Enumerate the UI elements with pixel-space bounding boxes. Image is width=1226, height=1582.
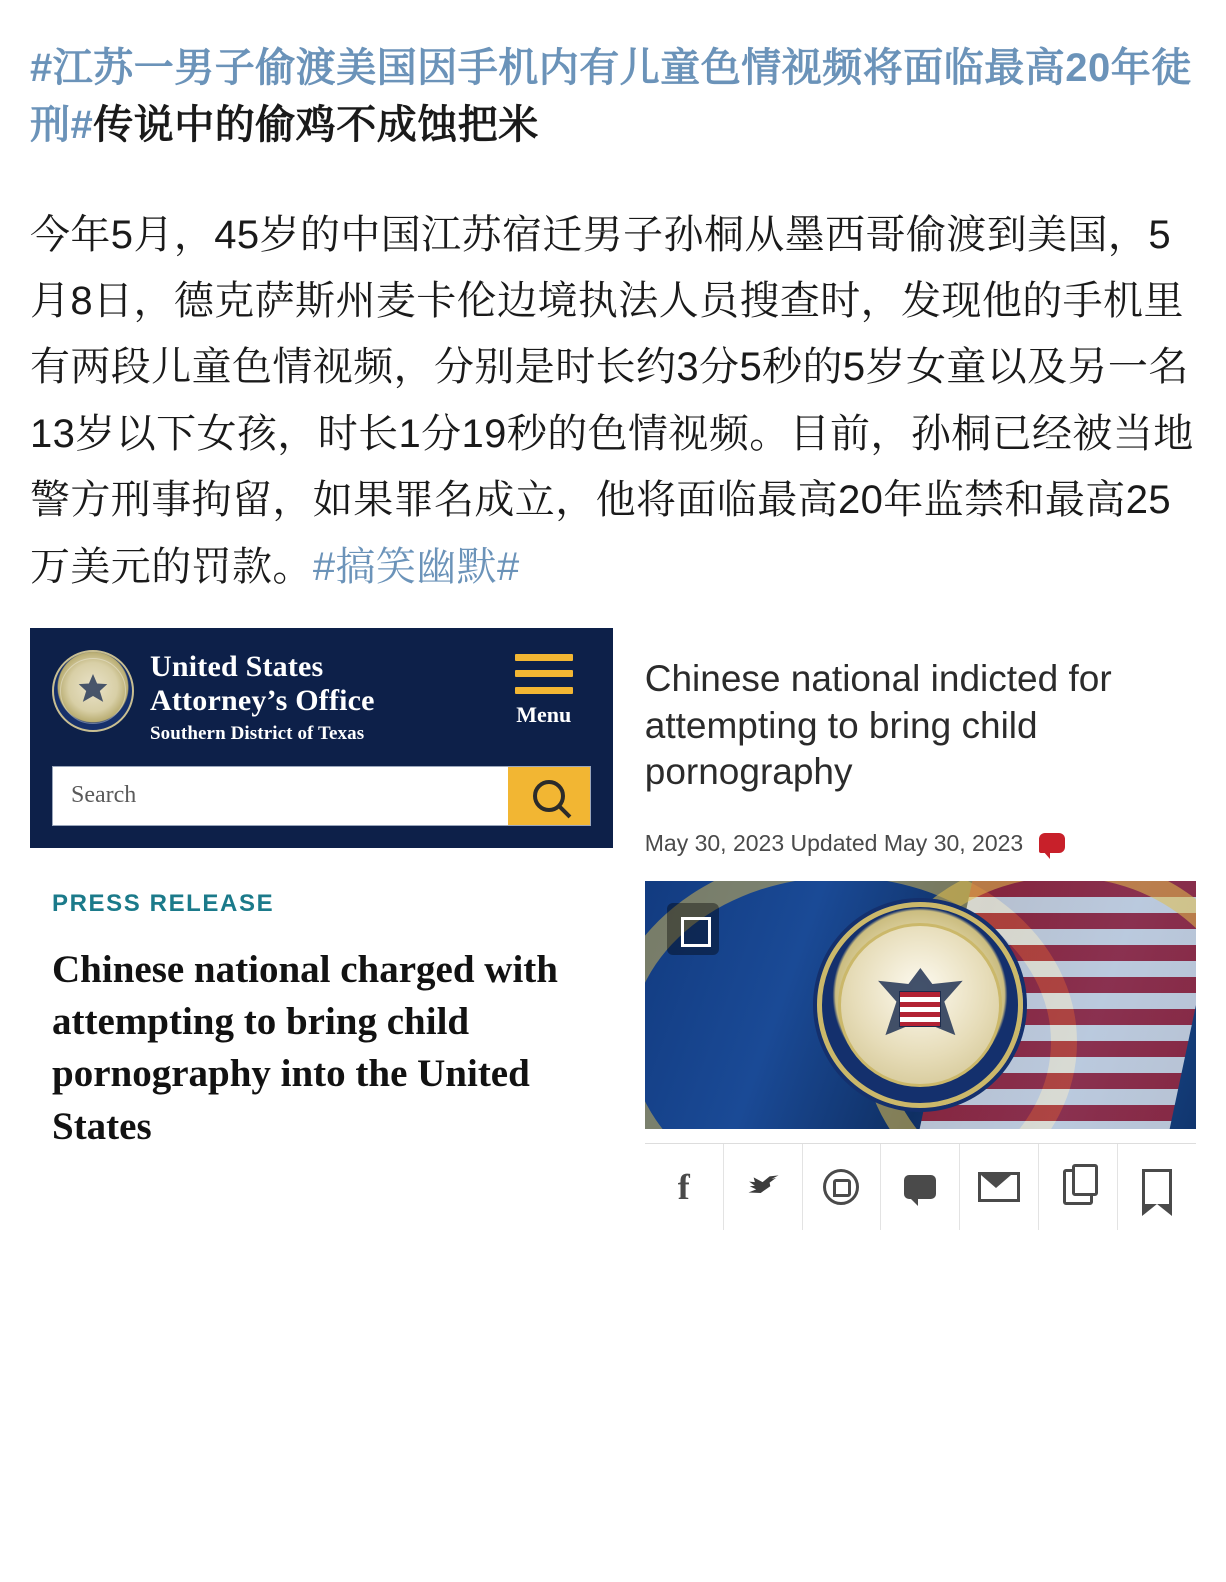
comment-bubble-icon xyxy=(904,1175,936,1199)
copy-icon xyxy=(1063,1169,1093,1205)
post-title-hashtag[interactable]: #江苏一男子偷渡美国因手机内有儿童色情视频将面临最高20年徒刑# xyxy=(30,46,1192,147)
email-share-button[interactable] xyxy=(960,1144,1039,1230)
bookmark-button[interactable] xyxy=(1118,1144,1196,1230)
media-row xyxy=(30,628,1196,1230)
doj-press-release-card[interactable] xyxy=(30,628,613,1153)
news-date-row xyxy=(645,830,1196,857)
bookmark-icon xyxy=(1142,1169,1172,1204)
facebook-icon: f xyxy=(677,1166,690,1207)
menu-button[interactable] xyxy=(501,654,587,728)
menu-label: Menu xyxy=(516,701,572,727)
doj-seal-icon xyxy=(52,650,134,732)
post-body xyxy=(30,202,1196,600)
news-image[interactable] xyxy=(645,881,1196,1129)
whatsapp-icon xyxy=(823,1169,859,1205)
doj-brand-line3: Southern District of Texas xyxy=(150,723,365,745)
comment-share-button[interactable] xyxy=(881,1144,960,1230)
whatsapp-share-button[interactable] xyxy=(803,1144,882,1230)
doj-brand-line2: Attorney’s Office xyxy=(150,683,375,717)
search-button[interactable] xyxy=(508,767,590,825)
news-date-text: May 30, 2023 Updated May 30, 2023 xyxy=(644,829,1024,856)
doj-brand-titles xyxy=(150,650,375,744)
press-release-label: PRESS RELEASE xyxy=(52,889,275,917)
post-body-text: 今年5月，45岁的中国江苏宿迁男子孙桐从墨西哥偷渡到美国，5月8日，德克萨斯州麦卡伦边境执法人员搜查时，发现他的手机里有两段儿童色情视频，分别是时长约3分5秒的5岁女童以及另一名13岁以下女孩，时长1分19秒的色情视频。目前，孙桐已经被当地警方刑事拘留，如果罪名成立，他将面临最高20年监禁和最高25万美元的罚款。 xyxy=(30,212,1194,589)
hamburger-icon[interactable] xyxy=(515,654,573,694)
press-release-headline: Chinese national charged with attempting to bring child pornography into the United States xyxy=(52,947,558,1148)
share-bar xyxy=(645,1143,1196,1230)
news-article-card[interactable] xyxy=(637,628,1196,1230)
twitter-icon xyxy=(747,1174,779,1200)
search-icon xyxy=(533,780,565,812)
post-title xyxy=(30,40,1196,154)
copy-link-button[interactable] xyxy=(1039,1144,1118,1230)
press-release-body xyxy=(30,848,613,1153)
doj-brand-line1: United States xyxy=(150,649,324,683)
doj-site-header xyxy=(30,628,613,848)
post-title-tail: 传说中的偷鸡不成蚀把米 xyxy=(93,102,539,147)
news-headline: Chinese national indicted for attempting to bring child pornography xyxy=(644,657,1112,793)
twitter-share-button[interactable] xyxy=(724,1144,803,1230)
search-bar[interactable] xyxy=(52,766,591,826)
comment-icon[interactable] xyxy=(1039,833,1065,853)
expand-image-icon[interactable] xyxy=(667,903,719,955)
post-body-hashtag[interactable]: #搞笑幽默# xyxy=(312,544,520,589)
envelope-icon xyxy=(978,1172,1020,1202)
search-input[interactable]: Search xyxy=(53,767,508,825)
facebook-share-button[interactable] xyxy=(645,1144,724,1230)
department-of-justice-seal-icon xyxy=(817,902,1023,1108)
